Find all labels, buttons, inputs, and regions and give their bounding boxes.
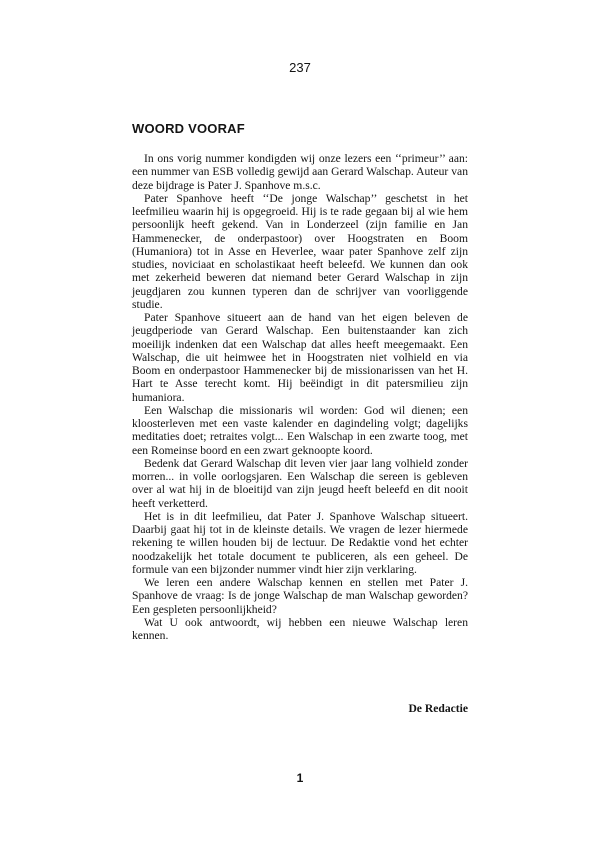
page-number-bottom: 1	[296, 771, 304, 785]
paragraph-2: Pater Spanhove heeft ‘‘De jonge Walschap’’ geschetst in het leefmilieu waarin hij is opgegroeid. Hij is te rade gegaan bij al wie hem persoonlijk heeft gekend. Van in Londerzeel (zijn familie en Jan Hammenecker, de onderpastoor) over Hoogstraten en Boom (Humaniora) tot in Asse en Heverlee, waar pater Spanhove zelf zijn studies, noviciaat en scholastikaat heeft beleefd. We kunnen dan ook met zekerheid beweren dat niemand beter Gerard Walschap in zijn jeugdjaren zou kunnen typeren dan de schrijver van voorliggende studie.	[132, 191, 468, 311]
paragraph-3: Pater Spanhove situeert aan de hand van het eigen beleven de jeugdperiode van Gerard Walschap. Een buitenstaander kan zich moeilijk indenken dat een Walschap dat alles heeft meegemaakt. Een Walschap, die uit heimwee het in Hoogstraten niet volhield en via Boom en onderpastoor Hammenecker bij de missionarissen van het H. Hart te Asse terecht komt. Hij beëindigt in dit patersmilieu zijn humaniora.	[132, 311, 468, 404]
paragraph-8: Wat U ook antwoordt, wij hebben een nieuwe Walschap leren kennen.	[132, 615, 468, 642]
article-title: WOORD VOORAF	[132, 121, 245, 136]
signature: De Redactie	[408, 702, 468, 715]
page-number-top: 237	[289, 60, 311, 75]
article-body	[132, 152, 468, 642]
paragraph-6: Het is in dit leefmilieu, dat Pater J. Spanhove Walschap situeert. Daarbij gaat hij tot in de kleinste details. We vragen de lezer hiermede rekening te willen houden bij de lectuur. De Redaktie vond het echter noodzakelijk het totale document te publiceren, als een geheel. De formule van een bijzonder nummer vindt hier zijn verklaring.	[132, 509, 468, 576]
paragraph-7: We leren een andere Walschap kennen en stellen met Pater J. Spanhove de vraag: Is de jonge Walschap de man Walschap geworden? Een gespleten persoonlijkheid?	[132, 576, 468, 616]
paragraph-4: Een Walschap die missionaris wil worden: God wil dienen; een kloosterleven met een vaste kalender en dagindeling volgt; dagelijks meditaties doet; retraites volgt... Een Walschap in een zwarte toog, met een Romeinse boord en een zwart geknoopte koord.	[132, 403, 468, 457]
paragraph-5: Bedenk dat Gerard Walschap dit leven vier jaar lang volhield zonder morren... in volle oorlogsjaren. Een Walschap die sereen is gebleven over al wat hij in de bloeitijd van zijn jeugd heeft beleefd en dit nooit heeft verketterd.	[132, 456, 468, 510]
paragraph-1: In ons vorig nummer kondigden wij onze lezers een ‘‘primeur’’ aan: een nummer van ESB volledig gewijd aan Gerard Walschap. Auteur van deze bijdrage is Pater J. Spanhove m.s.c.	[132, 152, 468, 192]
